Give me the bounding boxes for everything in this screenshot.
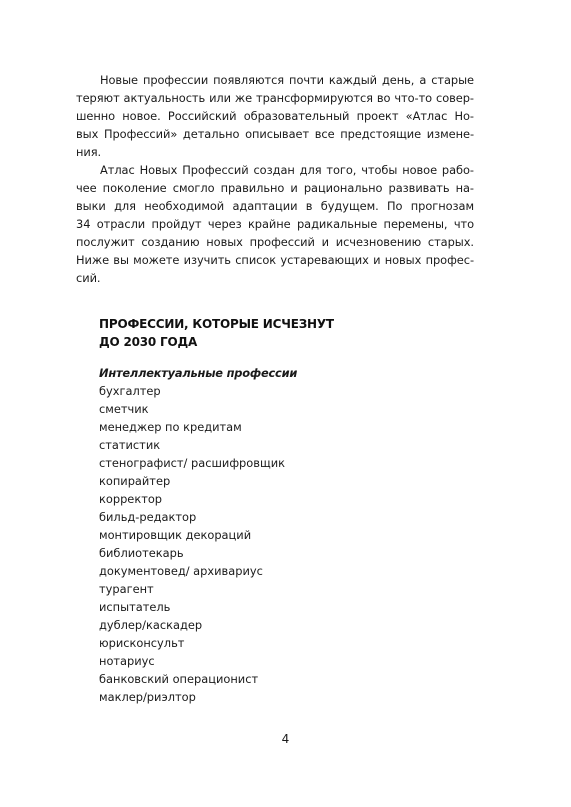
- paragraph-1-line: вых Профессий» детально описывает все предстоящие измене-: [76, 127, 474, 141]
- list-item: юрисконсульт: [99, 636, 185, 650]
- list-item: испытатель: [99, 600, 171, 614]
- paragraph-2-line: Атлас Новых Профессий создан для того, чтобы новое рабо-: [100, 163, 474, 177]
- list-item: нотариус: [99, 654, 155, 668]
- category-title: Интеллектуальные профессии: [99, 366, 298, 380]
- list-item: библиотекарь: [99, 546, 184, 560]
- paragraph-1-line: ния.: [76, 145, 102, 159]
- list-item: менеджер по кредитам: [99, 420, 242, 434]
- intro-text: [76, 71, 474, 287]
- list-item: корректор: [99, 492, 163, 506]
- section-heading: [99, 315, 334, 351]
- page-number: 4: [281, 732, 290, 746]
- list-item: бильд-редактор: [99, 510, 197, 524]
- list-item: копирайтер: [99, 474, 171, 488]
- paragraph-1-line: теряют актуальность или же трансформируются во что-то совер-: [76, 91, 474, 105]
- list-item: маклер/риэлтор: [99, 690, 196, 704]
- paragraph-2-line: выки для необходимой адаптации в будущем. По прогнозам: [76, 199, 474, 213]
- paragraph-2-line: сий.: [76, 271, 101, 285]
- list-item: сметчик: [99, 402, 149, 416]
- list-item: бухгалтер: [99, 384, 161, 398]
- professions-list: [99, 364, 297, 706]
- paragraph-1-line: Новые профессии появляются почти каждый день, а старые: [100, 73, 474, 87]
- list-item: статистик: [99, 438, 161, 452]
- section-heading-line: ДО 2030 ГОДА: [99, 335, 198, 349]
- list-item: банковский операционист: [99, 672, 259, 686]
- list-item: монтировщик декораций: [99, 528, 252, 542]
- paragraph-1-line: шенно новое. Российский образовательный проект «Атлас Но-: [76, 109, 474, 123]
- list-item: дублер/каскадер: [99, 618, 203, 632]
- list-item: стенографист/ расшифровщик: [99, 456, 285, 470]
- list-item: турагент: [99, 582, 154, 596]
- paragraph-2-line: Ниже вы можете изучить список устаревающих и новых профес-: [76, 253, 474, 267]
- paragraph-2-line: послужит созданию новых профессий и исчезновению старых.: [76, 235, 474, 249]
- list-item: документовед/ архивариус: [99, 564, 263, 578]
- paragraph-2-line: чее поколение смогло правильно и рационально развивать на-: [76, 181, 474, 195]
- paragraph-2-line: 34 отрасли пройдут через крайне радикальные перемены, что: [76, 217, 474, 231]
- section-heading-line: ПРОФЕССИИ, КОТОРЫЕ ИСЧЕЗНУТ: [99, 317, 334, 331]
